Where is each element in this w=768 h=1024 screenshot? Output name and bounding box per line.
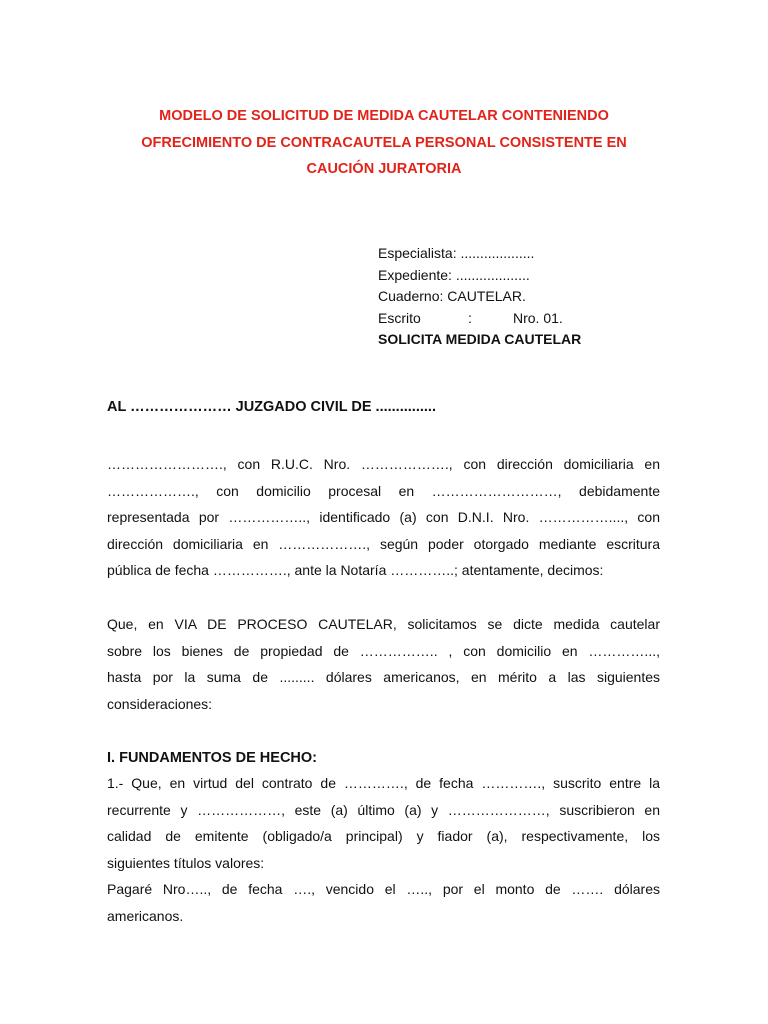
addressee-line: AL ………………… JUZGADO CIVIL DE ............... bbox=[107, 399, 436, 415]
title-line-2: OFRECIMIENTO DE CONTRACAUTELA PERSONAL CONSISTENTE EN bbox=[141, 134, 627, 151]
intro-line: representada por …………….., identificado (a) con D.N.I. Nro. ……………...., con bbox=[107, 509, 660, 525]
request-line: Que, en VIA DE PROCESO CAUTELAR, solicitamos se dicte medida cautelar bbox=[107, 616, 660, 632]
escrito-colon: : bbox=[468, 309, 472, 326]
intro-line: ………………., con domicilio procesal en ………………………, debidamente bbox=[107, 482, 660, 499]
facts-paragraph bbox=[107, 770, 660, 929]
solicita-line: SOLICITA MEDIDA CAUTELAR bbox=[378, 331, 582, 347]
facts-line: siguientes títulos valores: bbox=[107, 854, 265, 871]
escrito-label: Escrito bbox=[378, 309, 421, 326]
facts-line: americanos. bbox=[107, 907, 184, 924]
facts-section bbox=[107, 745, 660, 772]
intro-line: dirección domiciliaria en ………………., según poder otorgado mediante escritura bbox=[107, 535, 660, 552]
case-header bbox=[378, 243, 581, 351]
facts-line: Pagaré Nro….., de fecha …., vencido el ….., por el monto de ……. dólares bbox=[107, 881, 660, 897]
request-line: sobre los bienes de propiedad de …………….. , con domicilio en …………..., bbox=[107, 642, 660, 659]
request-line: consideraciones: bbox=[107, 695, 213, 712]
request-paragraph bbox=[107, 611, 660, 717]
facts-line: 1.- Que, en virtud del contrato de …………., de fecha …………., suscrito entre la bbox=[107, 775, 660, 791]
intro-line: pública de fecha ……………., ante la Notaría …………..; atentamente, decimos: bbox=[107, 562, 604, 578]
facts-heading: I. FUNDAMENTOS DE HECHO: bbox=[107, 750, 317, 766]
facts-line: recurrente y ………………, este (a) último (a) y …………………, suscribieron en bbox=[107, 801, 660, 818]
intro-line: ……………………., con R.U.C. Nro. ………………., con dirección domiciliaria en bbox=[107, 456, 660, 472]
escrito-line bbox=[378, 308, 581, 330]
expediente-line: Expediente: ................... bbox=[378, 266, 530, 283]
request-line: hasta por la suma de ......... dólares americanos, en mérito a las siguientes bbox=[107, 669, 660, 685]
title-line-3: CAUCIÓN JURATORIA bbox=[306, 161, 462, 177]
facts-line: calidad de emitente (obligado/a principal) y fiador (a), respectivamente, los bbox=[107, 828, 660, 844]
especialista-line: Especialista: ................... bbox=[378, 245, 535, 261]
cuaderno-line: Cuaderno: CAUTELAR. bbox=[378, 288, 526, 304]
document-title bbox=[100, 103, 668, 183]
escrito-value: Nro. 01. bbox=[513, 309, 563, 326]
title-line-1: MODELO DE SOLICITUD DE MEDIDA CAUTELAR CONTENIENDO bbox=[159, 108, 609, 124]
intro-paragraph bbox=[107, 451, 660, 584]
